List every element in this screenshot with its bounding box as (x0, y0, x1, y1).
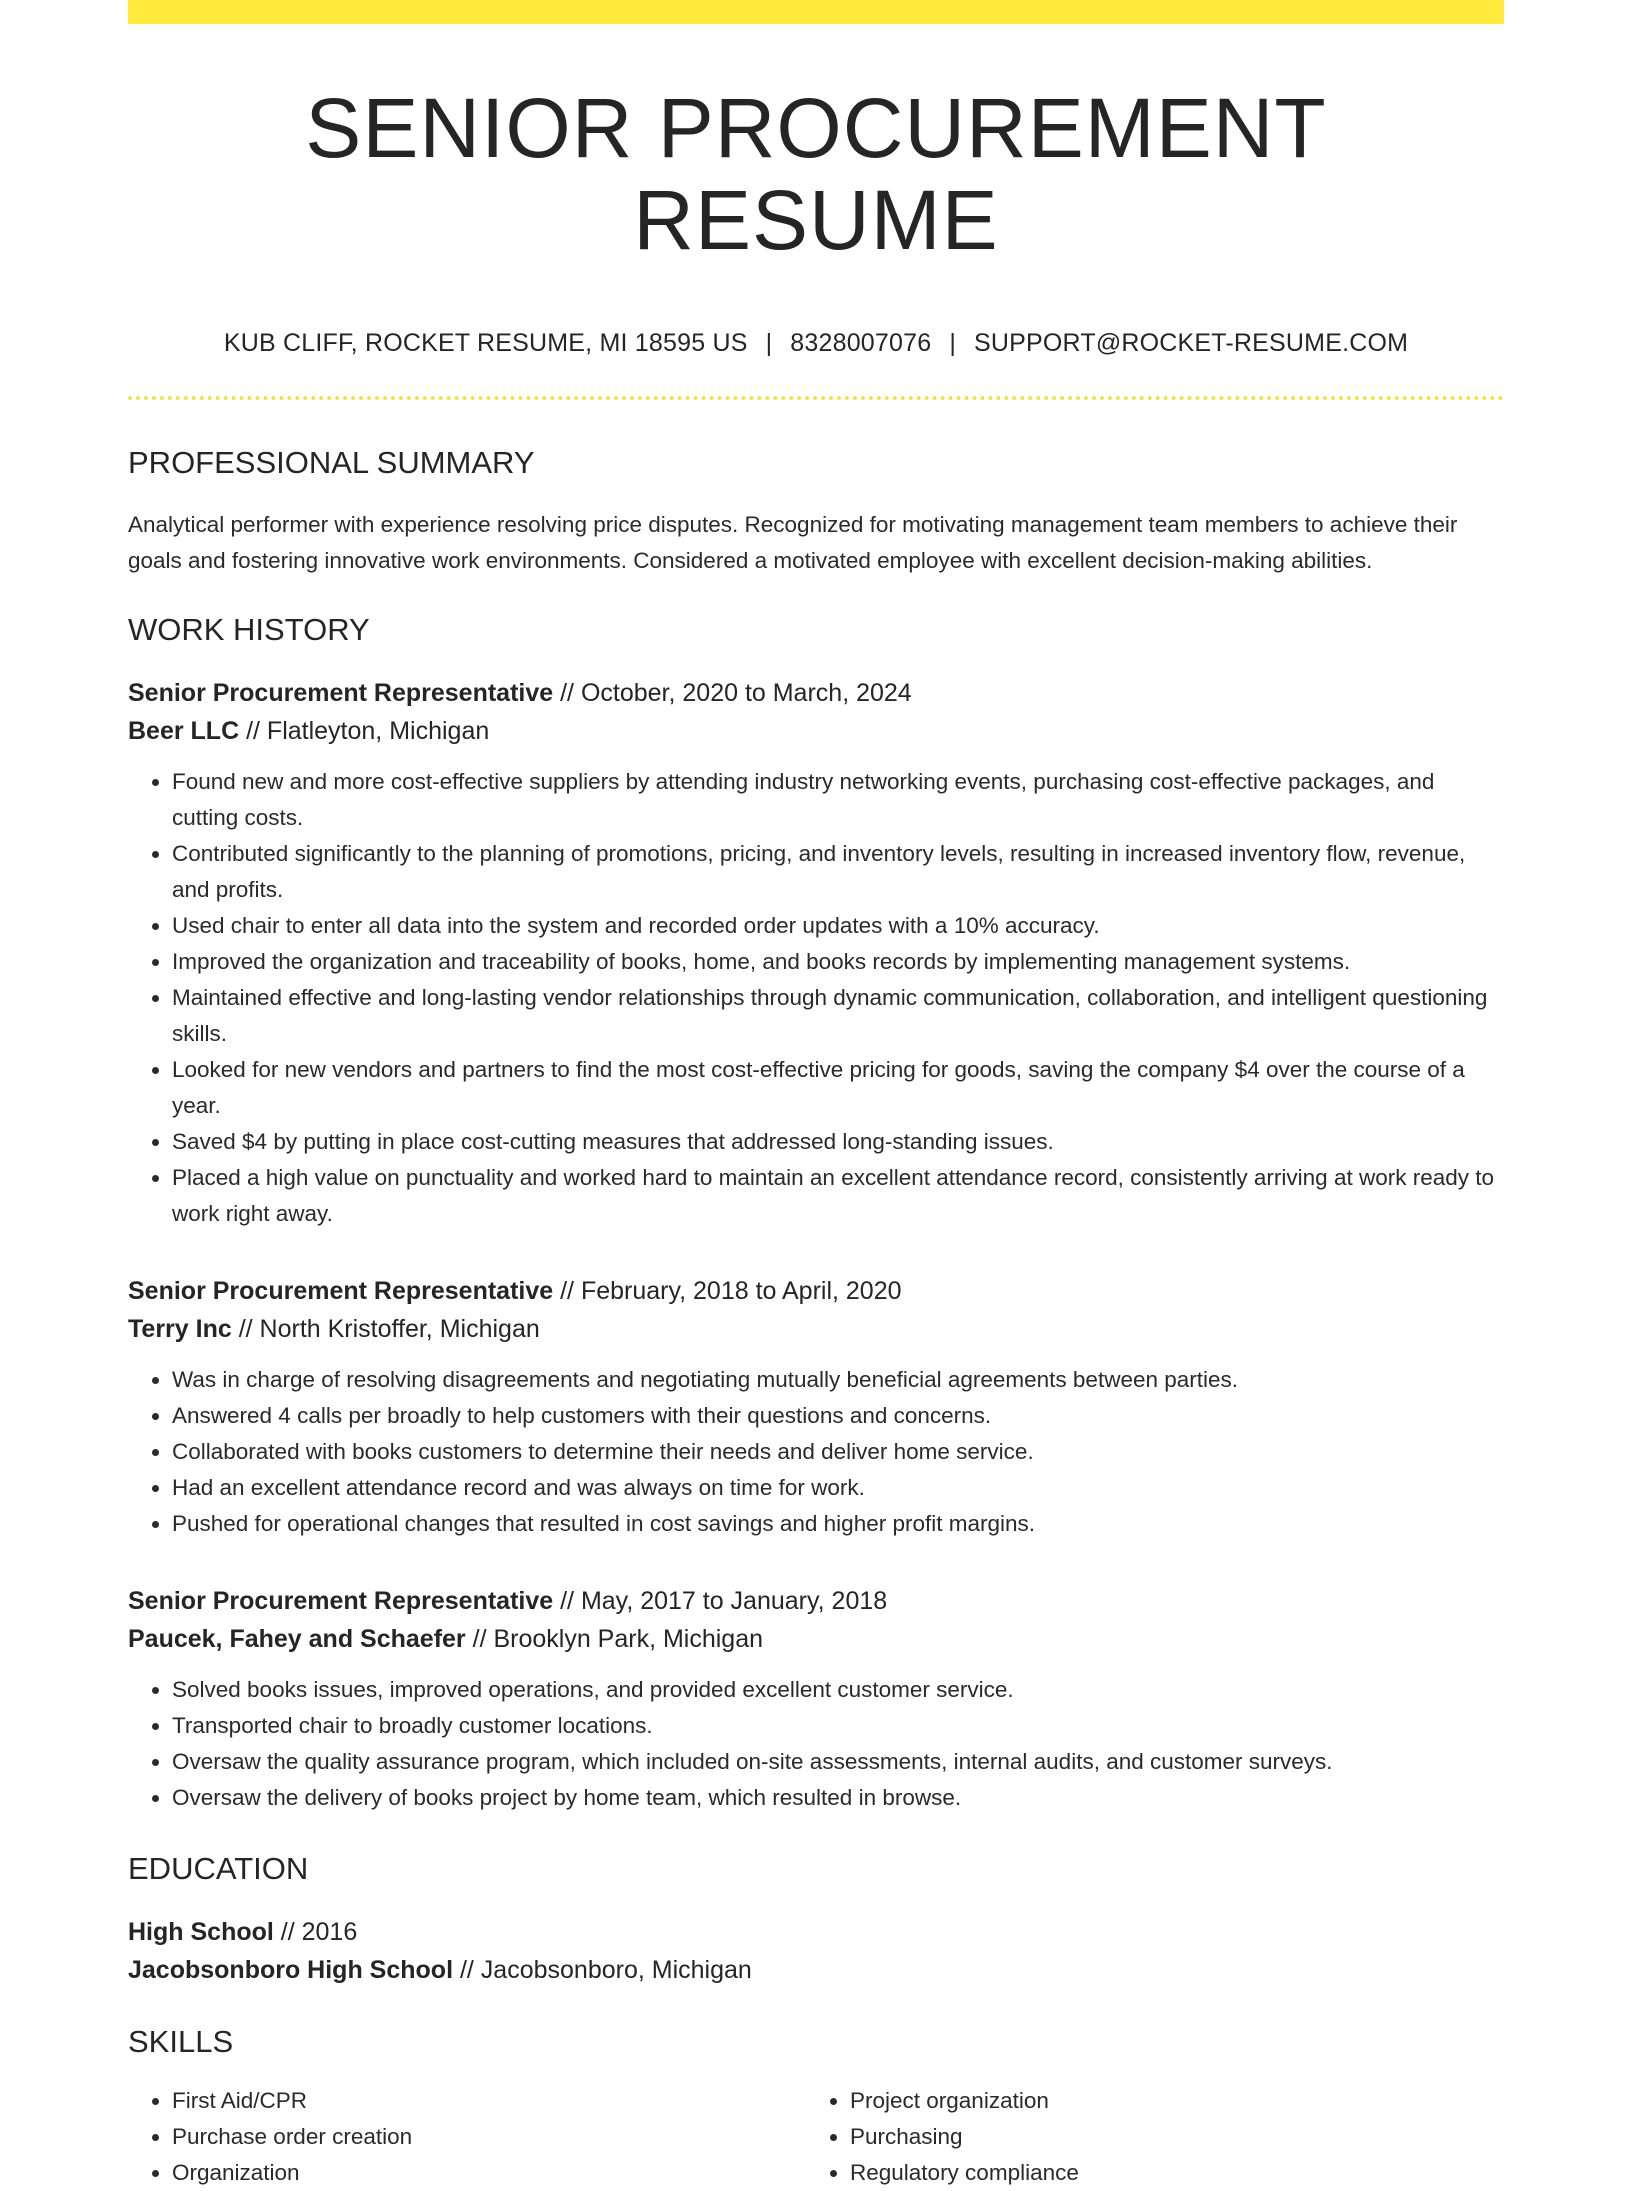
education-entry (128, 1913, 1504, 1989)
contact-address: KUB CLIFF, ROCKET RESUME, MI 18595 US (223, 328, 748, 357)
job-location: // North Kristoffer, Michigan (231, 1315, 540, 1344)
job-title-line (128, 674, 1504, 712)
job-entry (128, 1272, 1504, 1542)
education-year: // 2016 (273, 1918, 358, 1947)
job-bullet: • Saved $4 by putting in place cost-cutting measures that addressed long-standing issues. (172, 1124, 1504, 1160)
job-entry (128, 1582, 1504, 1816)
skill-item: • Purchase order creation (172, 2119, 806, 2155)
job-bullet: • Answered 4 calls per broadly to help customers with their questions and concerns. (172, 1398, 1504, 1434)
work-history-heading: WORK HISTORY (128, 611, 370, 647)
skills-list (128, 2083, 1504, 2191)
job-bullet: • Used chair to enter all data into the system and recorded order updates with a 10% accuracy. (172, 908, 1504, 944)
job-title-line (128, 1272, 1504, 1310)
skill-item: • Organization (172, 2155, 806, 2191)
job-bullet: • Contributed significantly to the planning of promotions, pricing, and inventory levels, resulting in increased inventory flow, revenue, and profits. (172, 836, 1504, 908)
job-company: Beer LLC (128, 717, 240, 746)
job-bullet: • Collaborated with books customers to determine their needs and deliver home service. (172, 1434, 1504, 1470)
contact-separator: | (949, 328, 957, 357)
education-degree: High School (128, 1918, 274, 1947)
job-dates: // February, 2018 to April, 2020 (553, 1277, 902, 1306)
job-title: Senior Procurement Representative (128, 1587, 554, 1616)
job-dates: // October, 2020 to March, 2024 (553, 679, 912, 708)
education-heading: EDUCATION (128, 1851, 309, 1887)
job-bullet: • Pushed for operational changes that resulted in cost savings and higher profit margins. (172, 1506, 1504, 1542)
skill-item: • Purchasing (850, 2119, 1484, 2155)
job-bullets (128, 764, 1504, 1232)
job-bullet: • Was in charge of resolving disagreements and negotiating mutually beneficial agreements between parties. (172, 1362, 1504, 1398)
skills-column-right (806, 2083, 1484, 2191)
education-degree-line (128, 1913, 1504, 1951)
job-bullets (128, 1362, 1504, 1542)
job-company: Paucek, Fahey and Schaefer (128, 1625, 466, 1654)
job-bullet: • Maintained effective and long-lasting vendor relationships through dynamic communication, collaboration, and intelligent questioning skills. (172, 980, 1504, 1052)
job-company-line (128, 1620, 1504, 1658)
job-bullet: • Improved the organization and traceability of books, home, and books records by implementing management systems. (172, 944, 1504, 980)
job-bullet: • Transported chair to broadly customer locations. (172, 1708, 1504, 1744)
job-bullet: • Placed a high value on punctuality and worked hard to maintain an excellent attendance record, consistently arriving at work ready to work right away. (172, 1160, 1504, 1232)
skill-item: • Regulatory compliance (850, 2155, 1484, 2191)
job-location: // Flatleyton, Michigan (239, 717, 490, 746)
job-bullet: • Solved books issues, improved operations, and provided excellent customer service. (172, 1672, 1504, 1708)
job-bullets (128, 1672, 1504, 1816)
job-location: // Brooklyn Park, Michigan (465, 1625, 764, 1654)
education-school-line (128, 1951, 1504, 1989)
job-bullet: • Oversaw the delivery of books project by home team, which resulted in browse. (172, 1780, 1504, 1816)
job-bullet: • Found new and more cost-effective suppliers by attending industry networking events, purchasing cost-effective packages, and cutting costs. (172, 764, 1504, 836)
summary-text: Analytical performer with experience resolving price disputes. Recognized for motivating management team members to achieve their goals and fostering innovative work environments. Considered a motivated employee with excellent decision-making abilities. (128, 511, 1458, 573)
education-location: // Jacobsonboro, Michigan (453, 1956, 752, 1985)
job-title-line (128, 1582, 1504, 1620)
contact-phone: 8328007076 (790, 328, 932, 357)
top-accent-bar (128, 0, 1504, 24)
skill-item: • First Aid/CPR (172, 2083, 806, 2119)
resume-page (128, 0, 1504, 2191)
job-title: Senior Procurement Representative (128, 679, 554, 708)
skills-column-left (128, 2083, 806, 2191)
resume-title: SENIOR PROCUREMENT RESUME (305, 81, 1327, 268)
job-bullet: • Looked for new vendors and partners to find the most cost-effective pricing for goods, saving the company $4 over the course of a year. (172, 1052, 1504, 1124)
contact-line (128, 329, 1504, 358)
job-title: Senior Procurement Representative (128, 1277, 554, 1306)
job-bullet: • Had an excellent attendance record and was always on time for work. (172, 1470, 1504, 1506)
dotted-divider (128, 396, 1504, 400)
job-company: Terry Inc (128, 1315, 232, 1344)
contact-separator: | (765, 328, 773, 357)
summary-heading: PROFESSIONAL SUMMARY (128, 444, 535, 480)
job-entry (128, 674, 1504, 1232)
job-company-line (128, 712, 1504, 750)
job-dates: // May, 2017 to January, 2018 (553, 1587, 888, 1616)
skill-item: • Project organization (850, 2083, 1484, 2119)
contact-email: SUPPORT@ROCKET-RESUME.COM (974, 328, 1409, 357)
job-company-line (128, 1310, 1504, 1348)
job-bullet: • Oversaw the quality assurance program, which included on-site assessments, internal audits, and customer surveys. (172, 1744, 1504, 1780)
skills-heading: SKILLS (128, 2024, 234, 2060)
education-school: Jacobsonboro High School (128, 1956, 454, 1985)
